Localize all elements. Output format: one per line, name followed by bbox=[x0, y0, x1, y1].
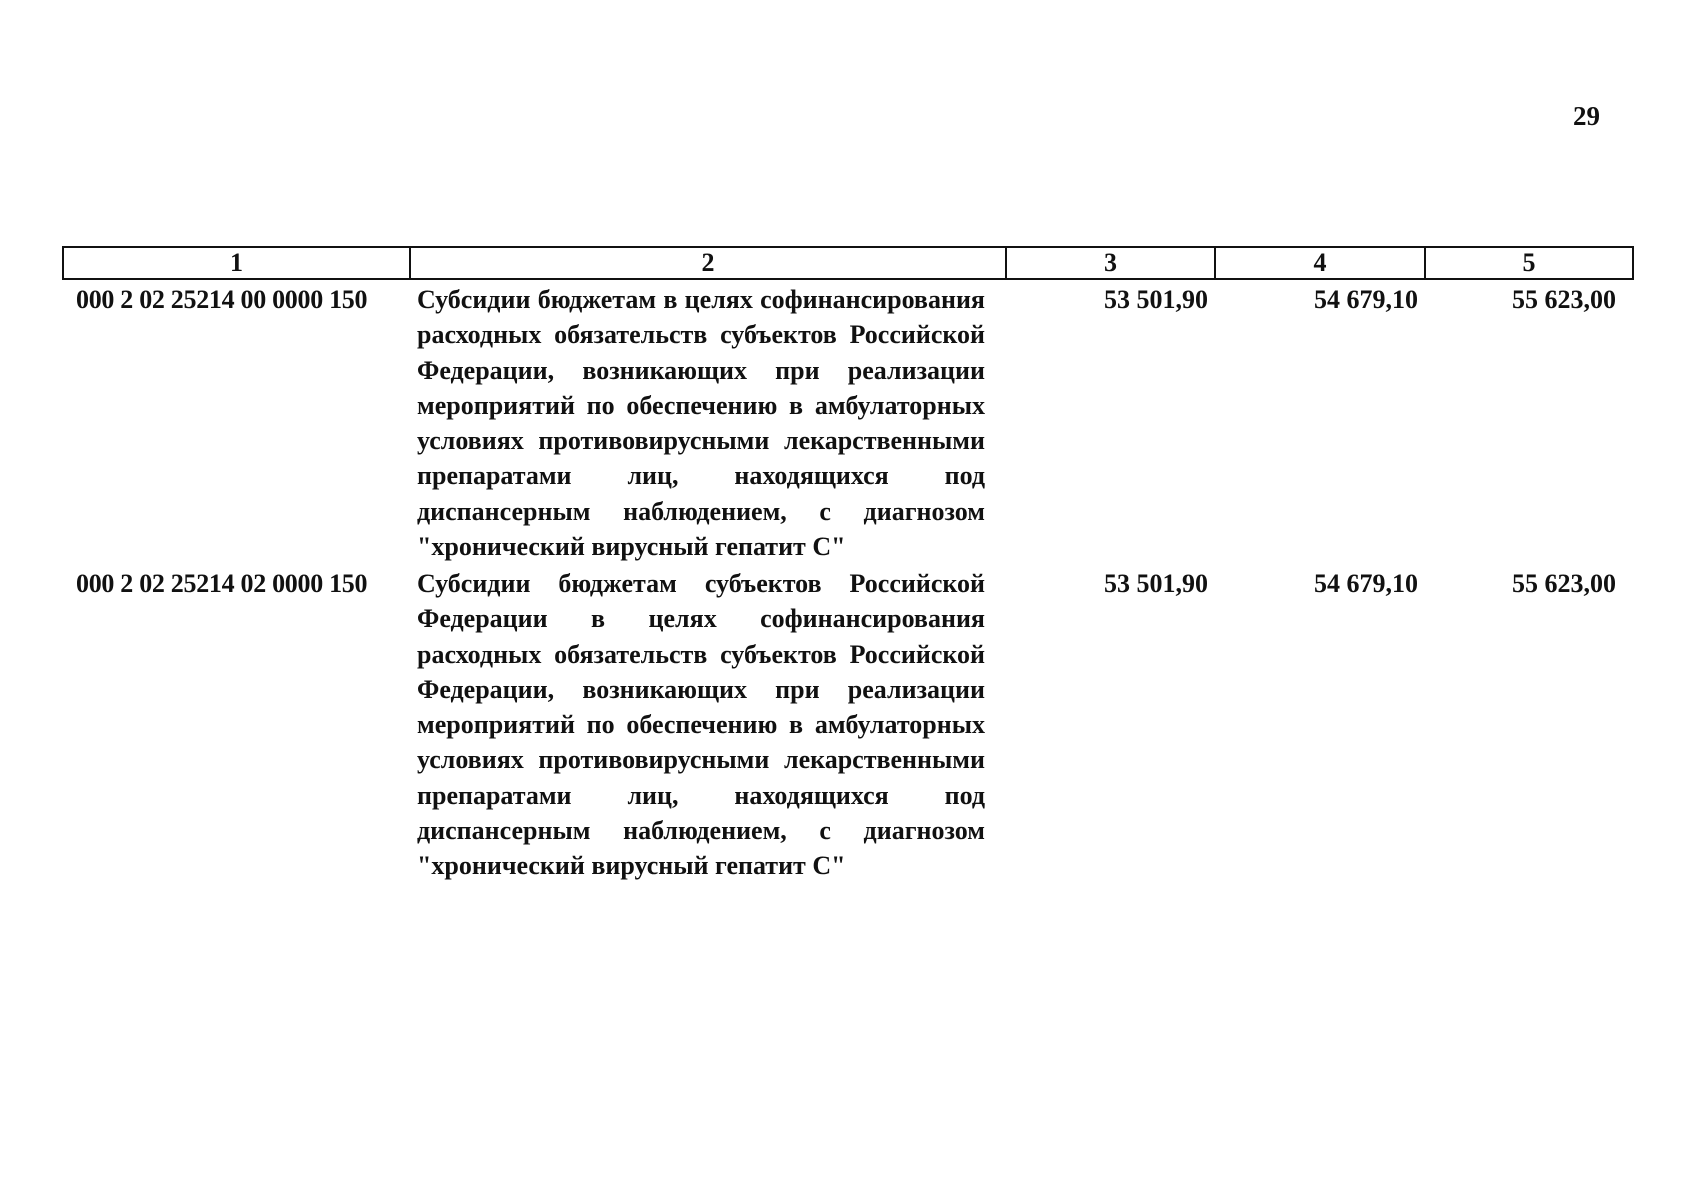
value-column-4: 54 679,10 bbox=[1314, 285, 1418, 314]
value-column-3: 53 501,90 bbox=[1104, 285, 1208, 314]
description-line: Федерации, возникающих при реализации bbox=[417, 355, 985, 385]
description-line: расходных обязательств субъектов Российской bbox=[417, 320, 985, 350]
header-cell-3: 3 bbox=[1007, 248, 1216, 278]
table-row bbox=[62, 564, 1634, 884]
description-line: мероприятий по обеспечению в амбулаторных bbox=[417, 710, 985, 740]
description-line: Субсидии бюджетам в целях софинансирования bbox=[417, 285, 985, 314]
header-cell-5: 5 bbox=[1522, 248, 1536, 277]
value-column-5: 55 623,00 bbox=[1512, 285, 1616, 314]
description-line: условиях противовирусными лекарственными bbox=[417, 745, 985, 775]
description-line: диспансерным наблюдением, с диагнозом bbox=[417, 816, 985, 846]
description-line: "хронический вирусный гепатит С" bbox=[417, 851, 846, 881]
header-cell-1: 1 bbox=[64, 248, 411, 278]
budget-table bbox=[62, 246, 1634, 884]
description-line: условиях противовирусными лекарственными bbox=[417, 426, 985, 456]
description bbox=[409, 280, 1005, 564]
description-line: Федерации в целях софинансирования bbox=[417, 604, 985, 634]
description-line: расходных обязательств субъектов Российской bbox=[417, 639, 985, 669]
description-line: Субсидии бюджетам субъектов Российской bbox=[417, 569, 985, 598]
description bbox=[409, 564, 1005, 884]
description-line: препаратами лиц, находящихся под bbox=[417, 461, 985, 491]
header-cell-4: 4 bbox=[1216, 248, 1426, 278]
budget-code: 000 2 02 25214 02 0000 150 bbox=[76, 569, 368, 598]
budget-code: 000 2 02 25214 00 0000 150 bbox=[76, 285, 368, 314]
table-row bbox=[62, 280, 1634, 564]
value-column-5: 55 623,00 bbox=[1512, 569, 1616, 598]
description-line: препаратами лиц, находящихся под bbox=[417, 780, 985, 810]
description-line: "хронический вирусный гепатит С" bbox=[417, 532, 846, 562]
description-line: мероприятий по обеспечению в амбулаторных bbox=[417, 390, 985, 420]
page-number: 29 bbox=[1573, 101, 1600, 131]
description-line: диспансерным наблюдением, с диагнозом bbox=[417, 496, 985, 526]
header-cell-2: 2 bbox=[411, 248, 1007, 278]
description-line: Федерации, возникающих при реализации bbox=[417, 674, 985, 704]
table-header-row bbox=[62, 246, 1634, 280]
value-column-4: 54 679,10 bbox=[1314, 569, 1418, 598]
value-column-3: 53 501,90 bbox=[1104, 569, 1208, 598]
